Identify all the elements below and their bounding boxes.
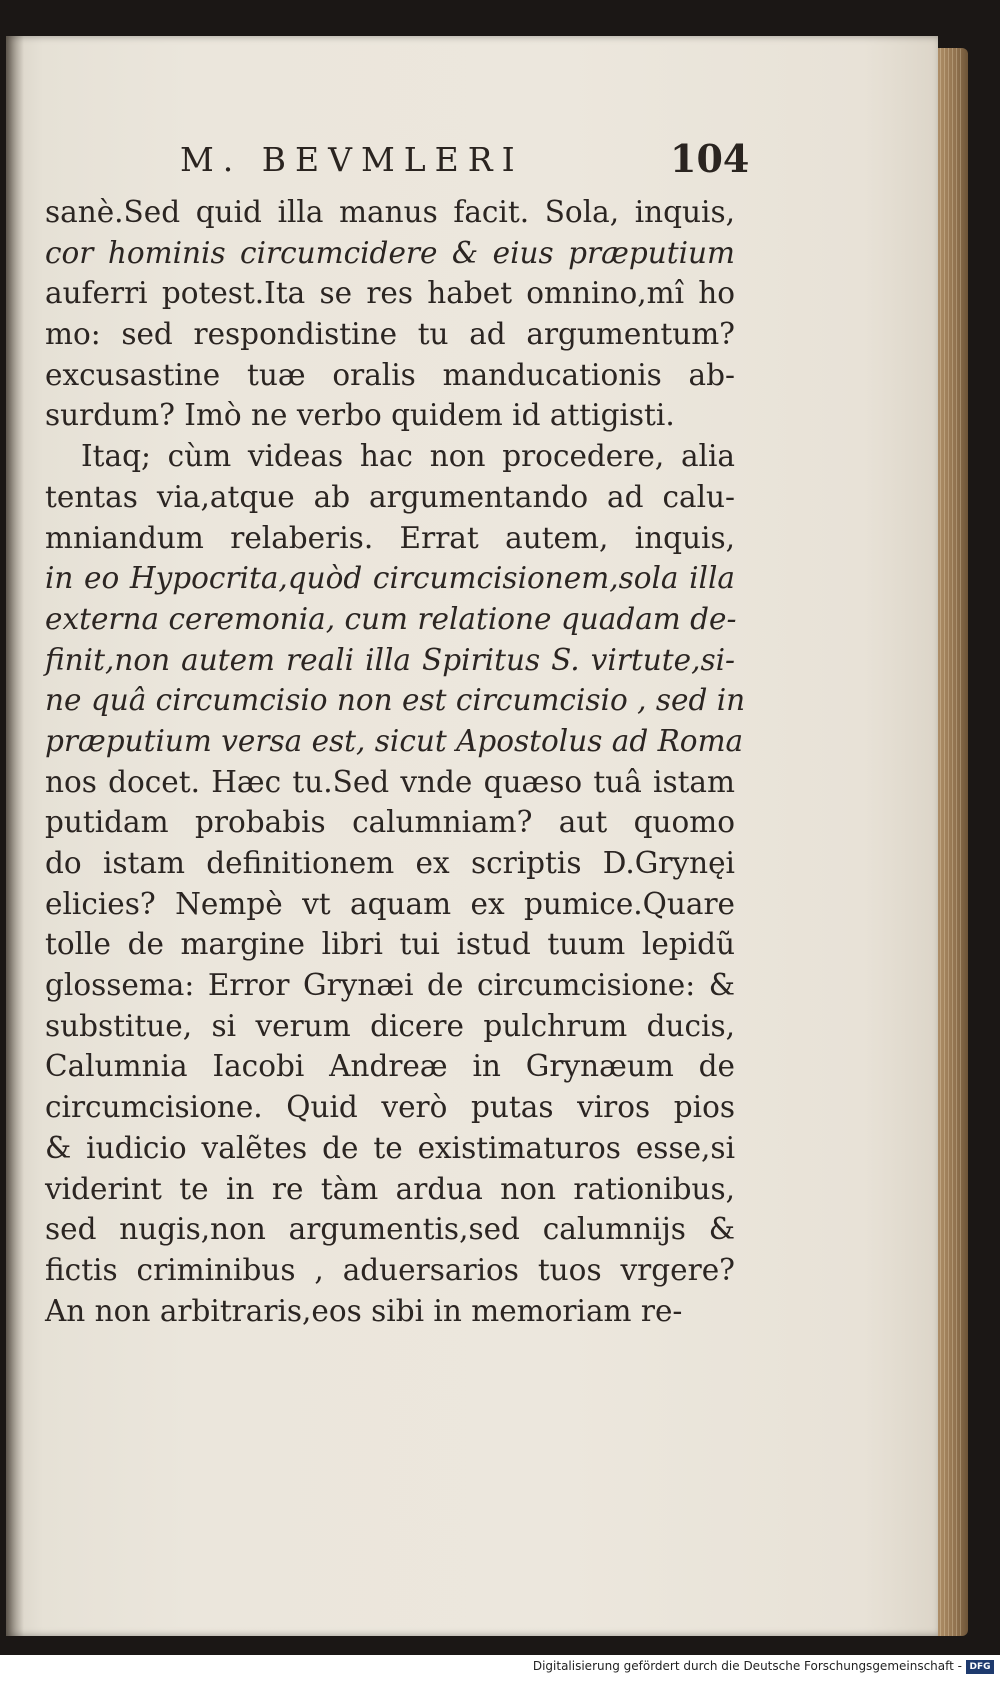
text-line: substitue, si verum dicere pulchrum ducis,: [45, 1008, 735, 1043]
text-line: in eo Hypocrita,quòd circumcisionem,sola illa: [45, 561, 735, 596]
text-line: An non arbitraris,eos sibi in memoriam re-: [45, 1293, 683, 1328]
text-line: & iudicio valẽtes de te existimaturos esse,si: [45, 1130, 735, 1165]
text-line: sed nugis,non argumentis,sed calumnijs &: [45, 1212, 735, 1247]
text-line: excusastine tuæ oralis manducationis ab-: [45, 357, 735, 392]
footer-bar: [0, 1655, 1000, 1681]
page-number: 104: [670, 136, 750, 181]
text-block: [45, 192, 746, 1331]
text-line: elicies? Nempè vt aquam ex pumice.Quare: [45, 886, 735, 921]
text-line: cor hominis circumcidere & eius præputium: [45, 235, 735, 270]
text-line: nos docet. Hæc tu.Sed vnde quæso tuâ istam: [45, 764, 735, 799]
text-line: auferri potest.Ita se res habet omnino,mî ho: [45, 276, 735, 311]
text-line: ne quâ circumcisio non est circumcisio , sed in: [45, 683, 746, 718]
text-line: surdum? Imò ne verbo quidem id attigisti.: [45, 398, 675, 433]
text-line: mniandum relaberis. Errat autem, inquis,: [45, 520, 735, 555]
text-line: Itaq; cùm videas hac non procedere, alia: [81, 439, 735, 474]
text-line: Calumnia Iacobi Andreæ in Grynæum de: [45, 1049, 735, 1084]
text-line: fictis criminibus , aduersarios tuos vrgere?: [45, 1252, 735, 1287]
text-line: viderint te in re tàm ardua non rationibus,: [45, 1171, 735, 1206]
text-line: tentas via,atque ab argumentando ad calu-: [45, 479, 735, 514]
text-line: præputium versa est, sicut Apostolus ad Roma: [45, 723, 744, 758]
spine-shadow: [6, 36, 24, 1636]
text-line: tolle de margine libri tui istud tuum lepidũ: [45, 927, 735, 962]
text-line: glossema: Error Grynæi de circumcisione: &: [45, 968, 735, 1003]
text-line: do istam definitionem ex scriptis D.Grynęi: [45, 846, 735, 880]
text-line: circumcisione. Quid verò putas viros pios: [45, 1090, 735, 1125]
text-line: sanè.Sed quid illa manus facit. Sola, inquis,: [45, 195, 735, 229]
text-line: externa ceremonia, cum relatione quadam de-: [45, 601, 737, 636]
text-line: putidam probabis calumniam? aut quomo: [45, 805, 735, 840]
text-line: finit,non autem reali illa Spiritus S. virtute,si-: [45, 642, 735, 677]
dfg-logo[interactable]: DFG: [966, 1660, 994, 1674]
running-head: M. BEVMLERI: [180, 140, 524, 179]
text-line: mo: sed respondistine tu ad argumentum?: [45, 317, 735, 352]
footer-credit: Digitalisierung gefördert durch die Deutsche Forschungsgemeinschaft -: [532, 1659, 962, 1673]
